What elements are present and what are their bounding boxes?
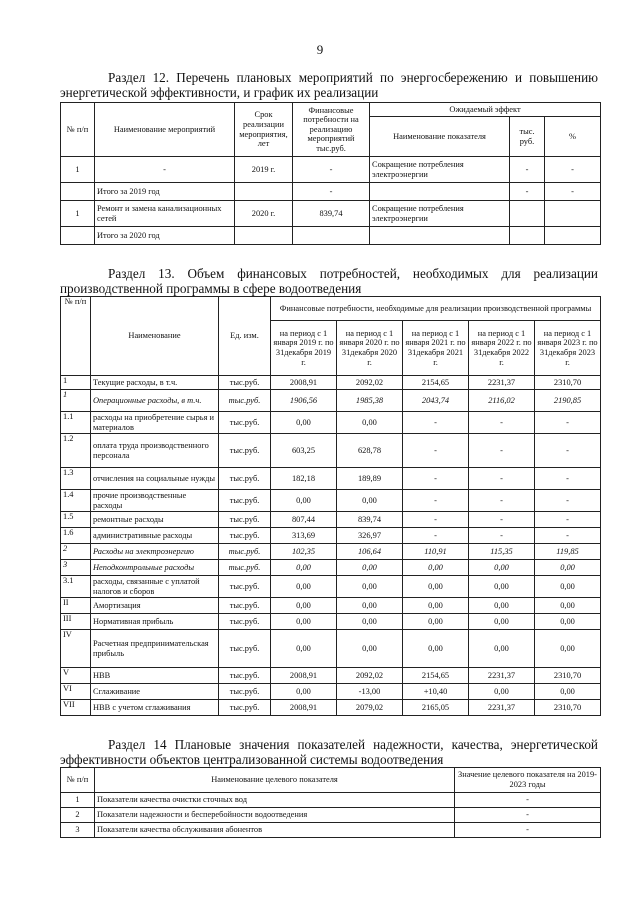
header-name: Наименование	[91, 297, 219, 376]
table-row	[61, 390, 601, 412]
row-num	[61, 227, 95, 245]
row-unit: тыс.руб.	[219, 684, 271, 700]
row-num: 3.1	[61, 576, 91, 598]
row-value: 0,00	[535, 630, 601, 668]
row-value: 0,00	[469, 684, 535, 700]
row-value: 0,00	[271, 614, 337, 630]
table-row	[61, 684, 601, 700]
row-unit: тыс.руб.	[219, 598, 271, 614]
table-row	[61, 560, 601, 576]
row-term	[235, 183, 293, 201]
row-value: 2079,02	[337, 700, 403, 716]
section12-title: Раздел 12. Перечень плановых мероприятий по энергосбережению и повышению энергетической эффективности, и график их реализации	[60, 70, 598, 100]
row-value: -	[403, 512, 469, 528]
row-num: 1.5	[61, 512, 91, 528]
table-row	[61, 823, 601, 838]
row-value: 2310,70	[535, 376, 601, 390]
row-unit: тыс.руб.	[219, 700, 271, 716]
row-indicator: Сокращение потребления электроэнергии	[370, 157, 510, 183]
row-value: 2231,37	[469, 668, 535, 684]
row-name: расходы на приобретение сырья и материалов	[91, 412, 219, 434]
row-value: -	[469, 490, 535, 512]
table-row	[61, 412, 601, 434]
row-num: 1	[61, 390, 91, 412]
row-name: административные расходы	[91, 528, 219, 544]
row-value: -	[535, 512, 601, 528]
table-row	[61, 793, 601, 808]
row-value: -	[535, 412, 601, 434]
row-name: Показатели качества обслуживания абонентов	[95, 823, 455, 838]
row-value: -13,00	[337, 684, 403, 700]
row-num: 2	[61, 808, 95, 823]
row-name: Операционные расходы, в т.ч.	[91, 390, 219, 412]
row-value: 2092,02	[337, 376, 403, 390]
row-value: -	[469, 468, 535, 490]
row-value: -	[469, 434, 535, 468]
header-name: Наименование целевого показателя	[95, 768, 455, 793]
row-unit: тыс.руб.	[219, 576, 271, 598]
header-num: № п/п	[61, 103, 95, 157]
row-value: 839,74	[337, 512, 403, 528]
row-thousand	[510, 201, 545, 227]
row-value: 2165,05	[403, 700, 469, 716]
row-value: 189,89	[337, 468, 403, 490]
header-name: Наименование мероприятий	[95, 103, 235, 157]
row-value: 0,00	[337, 412, 403, 434]
row-value: -	[403, 528, 469, 544]
energy-saving-table	[60, 102, 601, 245]
row-unit: тыс.руб.	[219, 390, 271, 412]
row-value: 0,00	[271, 684, 337, 700]
row-value: 0,00	[403, 598, 469, 614]
target-indicators-table	[60, 767, 601, 838]
table-row	[61, 614, 601, 630]
row-unit: тыс.руб.	[219, 512, 271, 528]
row-value: 2008,91	[271, 668, 337, 684]
row-value: 2190,85	[535, 390, 601, 412]
row-num: 1.3	[61, 468, 91, 490]
row-finance	[293, 227, 370, 245]
row-name: НВВ с учетом сглаживания	[91, 700, 219, 716]
row-unit: тыс.руб.	[219, 630, 271, 668]
row-unit: тыс.руб.	[219, 528, 271, 544]
row-value: 2116,02	[469, 390, 535, 412]
row-value: -	[469, 528, 535, 544]
row-value: 0,00	[337, 560, 403, 576]
row-name: прочие производственные расходы	[91, 490, 219, 512]
row-value: +10,40	[403, 684, 469, 700]
row-value: 0,00	[469, 576, 535, 598]
row-value: -	[403, 434, 469, 468]
table-row	[61, 808, 601, 823]
row-num: 1	[61, 201, 95, 227]
row-value: 106,64	[337, 544, 403, 560]
table-row	[61, 700, 601, 716]
header-period: на период с 1 января 2023 г. по 31декабря 2023 г.	[535, 321, 601, 376]
section14-title: Раздел 14 Плановые значения показателей надежности, качества, энергетической эффективности объектов централизованной системы водоотведения	[60, 737, 598, 767]
row-num: 3	[61, 823, 95, 838]
row-value: 603,25	[271, 434, 337, 468]
section13-title: Раздел 13. Объем финансовых потребностей, необходимых для реализации производственной программы в сфере водоотведения	[60, 266, 598, 296]
row-name: НВВ	[91, 668, 219, 684]
header-thousand: тыс. руб.	[510, 117, 545, 157]
row-value: -	[455, 823, 601, 838]
row-value: 110,91	[403, 544, 469, 560]
row-value: 2008,91	[271, 700, 337, 716]
header-period: на период с 1 января 2019 г. по 31декабря 2019 г.	[271, 321, 337, 376]
row-indicator	[370, 227, 510, 245]
row-name: Итого за 2020 год	[95, 227, 235, 245]
row-unit: тыс.руб.	[219, 376, 271, 390]
row-name: Итого за 2019 год	[95, 183, 235, 201]
row-value: 102,35	[271, 544, 337, 560]
row-value: 2154,65	[403, 668, 469, 684]
row-value: -	[535, 528, 601, 544]
row-finance: -	[293, 157, 370, 183]
header-group: Финансовые потребности, необходимые для реализации производственной программы	[271, 297, 601, 321]
row-indicator	[370, 183, 510, 201]
row-name: Амортизация	[91, 598, 219, 614]
row-value: 0,00	[337, 598, 403, 614]
row-value: 115,35	[469, 544, 535, 560]
row-value: 0,00	[271, 490, 337, 512]
row-value: 0,00	[271, 630, 337, 668]
row-value: -	[403, 490, 469, 512]
header-term: Срок реализации мероприятия, лет	[235, 103, 293, 157]
row-value: 0,00	[403, 576, 469, 598]
row-value: -	[403, 468, 469, 490]
row-value: 0,00	[535, 598, 601, 614]
row-term	[235, 227, 293, 245]
row-value: 2008,91	[271, 376, 337, 390]
row-thousand	[510, 227, 545, 245]
table-row	[61, 668, 601, 684]
row-unit: тыс.руб.	[219, 560, 271, 576]
table-row	[61, 227, 601, 245]
row-value: 0,00	[403, 630, 469, 668]
row-value: 2310,70	[535, 700, 601, 716]
row-percent: -	[545, 183, 601, 201]
row-finance: -	[293, 183, 370, 201]
row-name: Расчетная предпринимательская прибыль	[91, 630, 219, 668]
row-value: 1906,56	[271, 390, 337, 412]
row-value: 807,44	[271, 512, 337, 528]
financial-needs-table	[60, 296, 601, 716]
row-value: 119,85	[535, 544, 601, 560]
row-num: IV	[61, 630, 91, 668]
row-value: 2092,02	[337, 668, 403, 684]
row-name: Показатели качества очистки сточных вод	[95, 793, 455, 808]
row-num: 1.1	[61, 412, 91, 434]
table-row	[61, 630, 601, 668]
row-value: 1985,38	[337, 390, 403, 412]
row-name: Неподконтрольные расходы	[91, 560, 219, 576]
table-row	[61, 183, 601, 201]
row-name: Текущие расходы, в т.ч.	[91, 376, 219, 390]
row-num: 1	[61, 157, 95, 183]
row-value: 0,00	[469, 598, 535, 614]
row-name: Расходы на электроэнергию	[91, 544, 219, 560]
row-term: 2020 г.	[235, 201, 293, 227]
row-finance: 839,74	[293, 201, 370, 227]
table-row	[61, 512, 601, 528]
header-unit: Ед. изм.	[219, 297, 271, 376]
header-period: на период с 1 января 2020 г. по 31декабря 2020 г.	[337, 321, 403, 376]
row-name: Показатели надежности и бесперебойности водоотведения	[95, 808, 455, 823]
row-value: 0,00	[469, 614, 535, 630]
row-value: 0,00	[271, 560, 337, 576]
row-value: 0,00	[337, 614, 403, 630]
row-percent	[545, 201, 601, 227]
row-value: 2310,70	[535, 668, 601, 684]
row-name: Сглаживание	[91, 684, 219, 700]
row-value: 326,97	[337, 528, 403, 544]
table-row	[61, 576, 601, 598]
row-num: VII	[61, 700, 91, 716]
row-value: 0,00	[337, 490, 403, 512]
row-value: 2231,37	[469, 700, 535, 716]
row-value: -	[469, 412, 535, 434]
row-value: 0,00	[403, 560, 469, 576]
row-value: 0,00	[535, 560, 601, 576]
row-indicator: Сокращение потребления электроэнергии	[370, 201, 510, 227]
row-name: оплата труда производственного персонала	[91, 434, 219, 468]
row-unit: тыс.руб.	[219, 614, 271, 630]
row-value: 0,00	[337, 630, 403, 668]
row-value: -	[535, 434, 601, 468]
row-value: 2231,37	[469, 376, 535, 390]
row-num: III	[61, 614, 91, 630]
header-value: Значение целевого показателя на 2019-2023 годы	[455, 768, 601, 793]
row-name: Нормативная прибыль	[91, 614, 219, 630]
page-number: 9	[316, 42, 324, 57]
row-num: 1	[61, 376, 91, 390]
row-value: -	[403, 412, 469, 434]
row-value: 628,78	[337, 434, 403, 468]
header-effect: Ожидаемый эффект	[370, 103, 601, 117]
row-unit: тыс.руб.	[219, 544, 271, 560]
row-num: 2	[61, 544, 91, 560]
row-value: 0,00	[271, 576, 337, 598]
row-percent: -	[545, 157, 601, 183]
row-value: -	[535, 468, 601, 490]
table-row	[61, 434, 601, 468]
header-finance: Финансовые потребности на реализацию мероприятий тыс.руб.	[293, 103, 370, 157]
header-period: на период с 1 января 2021 г. по 31декабря 2021 г.	[403, 321, 469, 376]
header-percent: %	[545, 117, 601, 157]
row-value: 2043,74	[403, 390, 469, 412]
row-value: 0,00	[535, 576, 601, 598]
table-row	[61, 157, 601, 183]
row-num	[61, 183, 95, 201]
table-row	[61, 528, 601, 544]
header-period: на период с 1 января 2022 г. по 31декабря 2022 г.	[469, 321, 535, 376]
header-indicator: Наименование показателя	[370, 117, 510, 157]
row-name: Ремонт и замена канализационных сетей	[95, 201, 235, 227]
table-row	[61, 598, 601, 614]
header-num: № п/п	[61, 768, 95, 793]
row-unit: тыс.руб.	[219, 412, 271, 434]
row-value: 2154,65	[403, 376, 469, 390]
table-row	[61, 490, 601, 512]
row-num: 1.4	[61, 490, 91, 512]
row-num: V	[61, 668, 91, 684]
row-num: VI	[61, 684, 91, 700]
row-value: -	[455, 808, 601, 823]
row-term: 2019 г.	[235, 157, 293, 183]
row-value: 313,69	[271, 528, 337, 544]
row-value: 0,00	[535, 614, 601, 630]
row-unit: тыс.руб.	[219, 668, 271, 684]
row-value: 0,00	[337, 576, 403, 598]
row-value: 0,00	[271, 598, 337, 614]
row-percent	[545, 227, 601, 245]
row-num: 1.2	[61, 434, 91, 468]
row-unit: тыс.руб.	[219, 434, 271, 468]
row-num: 1.6	[61, 528, 91, 544]
row-thousand: -	[510, 157, 545, 183]
table-row	[61, 201, 601, 227]
row-value: 0,00	[535, 684, 601, 700]
row-value: 0,00	[403, 614, 469, 630]
header-num: № п/п	[61, 297, 91, 376]
row-num: 1	[61, 793, 95, 808]
table-row	[61, 376, 601, 390]
row-thousand: -	[510, 183, 545, 201]
row-value: -	[469, 512, 535, 528]
row-name: -	[95, 157, 235, 183]
table-row	[61, 468, 601, 490]
row-value: 0,00	[469, 560, 535, 576]
row-value: -	[455, 793, 601, 808]
row-unit: тыс.руб.	[219, 490, 271, 512]
row-value: 0,00	[271, 412, 337, 434]
row-value: -	[535, 490, 601, 512]
row-name: отчисления на социальные нужды	[91, 468, 219, 490]
row-value: 0,00	[469, 630, 535, 668]
row-num: II	[61, 598, 91, 614]
row-value: 182,18	[271, 468, 337, 490]
row-unit: тыс.руб.	[219, 468, 271, 490]
table-row	[61, 544, 601, 560]
row-name: ремонтные расходы	[91, 512, 219, 528]
row-num: 3	[61, 560, 91, 576]
row-name: расходы, связанные с уплатой налогов и сборов	[91, 576, 219, 598]
